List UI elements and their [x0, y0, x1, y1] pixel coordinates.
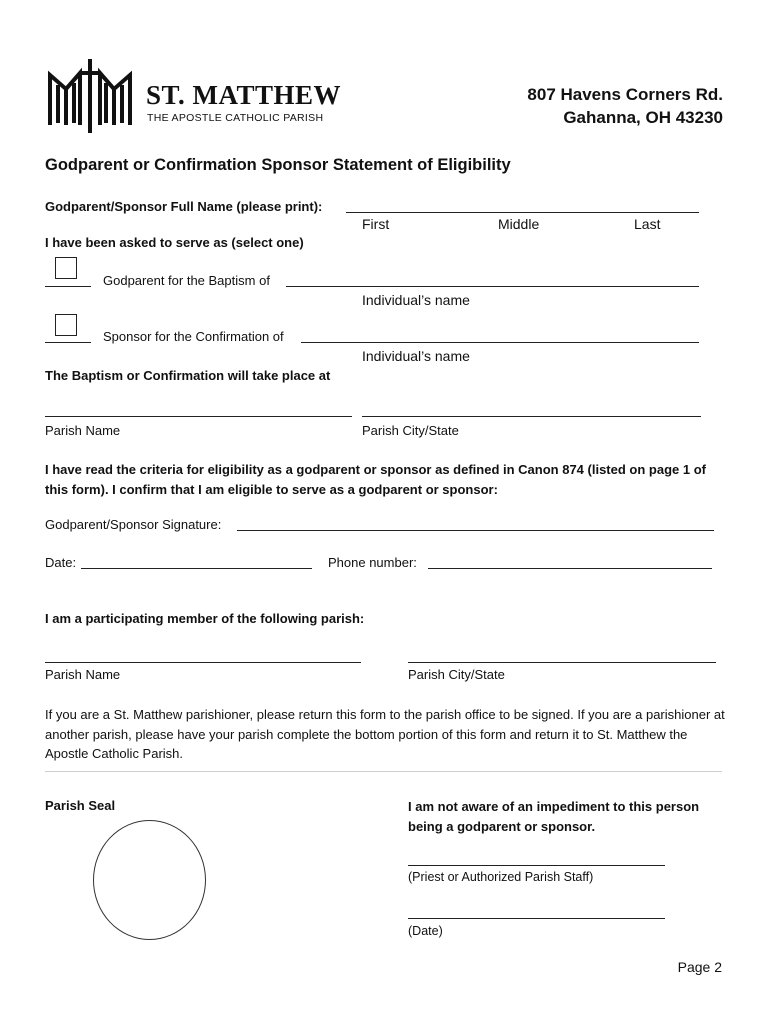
event-parish-name-caption: Parish Name: [45, 423, 121, 438]
confirmation-check-line: [45, 342, 91, 343]
priest-label: (Priest or Authorized Parish Staff): [408, 870, 594, 884]
parish-logo-icon: [44, 57, 136, 135]
full-name-label: Godparent/Sponsor Full Name (please print):: [45, 199, 323, 214]
individual-name-caption-1: Individual’s name: [362, 292, 470, 308]
impediment-statement: I am not aware of an impediment to this person being a godparent or sponsor.: [408, 799, 700, 834]
criteria-statement: I have read the criteria for eligibility as a godparent or sponsor as defined in Canon 874 (listed on page 1 of this form). I confirm that I am eligible to serve as a godparent or sponsor:: [45, 462, 706, 497]
member-parish-name-caption: Parish Name: [45, 667, 121, 682]
confirmation-individual-field[interactable]: [301, 342, 699, 343]
baptism-checkbox[interactable]: [55, 257, 77, 279]
confirmation-checkbox[interactable]: [55, 314, 77, 336]
page-title: Godparent or Confirmation Sponsor Statement of Eligibility: [45, 156, 511, 174]
baptism-check-line: [45, 286, 91, 287]
priest-signature-field[interactable]: [408, 865, 665, 866]
logo-subtitle: THE APOSTLE CATHOLIC PARISH: [147, 112, 324, 124]
baptism-individual-field[interactable]: [286, 286, 699, 287]
parish-seal-circle: [93, 820, 206, 940]
full-name-field[interactable]: [346, 212, 699, 213]
member-parish-city-field[interactable]: [408, 662, 716, 663]
option-baptism-label: Godparent for the Baptism of: [103, 273, 270, 288]
name-part-last: Last: [634, 216, 661, 232]
select-label: I have been asked to serve as (select one): [45, 235, 304, 250]
event-parish-city-caption: Parish City/State: [362, 423, 459, 438]
name-part-middle: Middle: [498, 216, 540, 232]
signature-field[interactable]: [237, 530, 714, 531]
name-part-first: First: [362, 216, 390, 232]
date-label: Date:: [45, 555, 77, 570]
phone-field[interactable]: [428, 568, 712, 569]
bottom-date-caption: (Date): [408, 924, 443, 938]
event-parish-city-field[interactable]: [362, 416, 701, 417]
parish-seal-label: Parish Seal: [45, 798, 116, 813]
section-divider: [45, 771, 722, 772]
date-field[interactable]: [81, 568, 312, 569]
event-parish-name-field[interactable]: [45, 416, 352, 417]
option-confirmation-label: Sponsor for the Confirmation of: [103, 329, 284, 344]
return-instructions: If you are a St. Matthew parishioner, please return this form to the parish office to be signed. If you are a parishioner at another parish, please have your parish complete the bottom portion of this form and return it to St. Matthew the Apostle Catholic Parish.: [45, 707, 725, 761]
member-parish-name-field[interactable]: [45, 662, 361, 663]
bottom-date-field[interactable]: [408, 918, 665, 919]
address-line1: 807 Havens Corners Rd.: [527, 85, 723, 104]
logo-name: ST. MATTHEW: [146, 80, 342, 110]
signature-label: Godparent/Sponsor Signature:: [45, 517, 222, 532]
individual-name-caption-2: Individual’s name: [362, 348, 470, 364]
member-parish-label: I am a participating member of the following parish:: [45, 611, 365, 626]
take-place-label: The Baptism or Confirmation will take place at: [45, 368, 331, 383]
member-parish-city-caption: Parish City/State: [408, 667, 505, 682]
phone-label: Phone number:: [328, 555, 417, 570]
page-number: Page 2: [677, 959, 722, 975]
address-line2: Gahanna, OH 43230: [563, 108, 723, 127]
